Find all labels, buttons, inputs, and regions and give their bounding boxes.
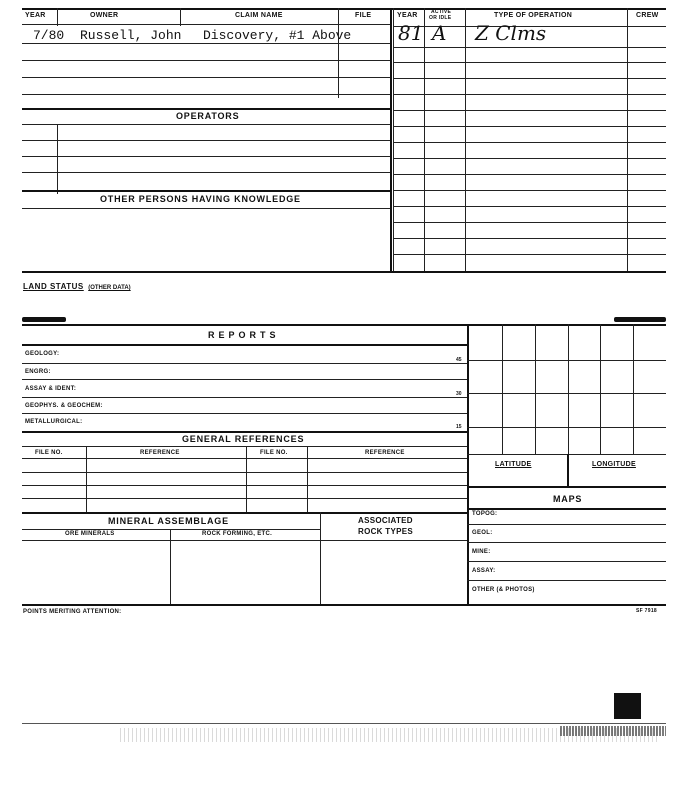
ink-smudge-left [22, 317, 66, 322]
ore-minerals-label: ORE MINERALS [65, 531, 115, 537]
claim-name-header: CLAIM NAME [235, 12, 283, 19]
gr-reference-1: REFERENCE [140, 450, 180, 456]
ops-active-value: A [432, 21, 447, 45]
maps-mine: MINE: [472, 549, 491, 555]
gr-reference-2: REFERENCE [365, 450, 405, 456]
report-label-engrg: ENGRG: [25, 369, 51, 375]
ops-crew-header: CREW [636, 12, 659, 19]
ops-type-value: Z Clms [475, 21, 547, 45]
maps-title: MAPS [553, 494, 583, 504]
general-references-title: GENERAL REFERENCES [182, 434, 305, 444]
report-label-metallurgical: METALLURGICAL: [25, 419, 83, 425]
longitude-label: LONGITUDE [592, 461, 636, 468]
mineral-assemblage-title: MINERAL ASSEMBLAGE [108, 516, 229, 526]
land-status-sub: (OTHER DATA) [88, 285, 131, 291]
assoc-rock-line1: ASSOCIATED [358, 516, 413, 525]
claim-file-header: FILE [355, 12, 372, 19]
operators-label: OPERATORS [176, 111, 240, 121]
reports-title: REPORTS [208, 330, 280, 340]
report-label-geology: GEOLOGY: [25, 351, 60, 357]
points-meriting-attention: POINTS MERITING ATTENTION: [23, 609, 122, 615]
claim-year-header: YEAR [25, 12, 46, 19]
scan-line [22, 723, 666, 724]
maps-assay: ASSAY: [472, 568, 496, 574]
claim-name-value: Discovery, #1 Above [203, 28, 352, 43]
report-label-assay: ASSAY & IDENT: [25, 386, 77, 392]
form-code: SF 7918 [636, 608, 658, 614]
scan-black-square [614, 693, 641, 719]
ops-idle-header: OR IDLE [429, 15, 452, 21]
gr-file-no-1: FILE NO. [35, 450, 63, 456]
land-status-heading [23, 276, 131, 294]
maps-topog: TOPOG: [472, 511, 498, 517]
latitude-label: LATITUDE [495, 461, 532, 468]
maps-geol: GEOL: [472, 530, 493, 536]
land-status-title: LAND STATUS [23, 282, 84, 291]
top-border [22, 8, 666, 10]
assoc-rock-line2: ROCK TYPES [358, 527, 414, 536]
ops-year-value: 81 [398, 21, 424, 45]
gr-file-no-2: FILE NO. [260, 450, 288, 456]
ops-active-header: ACTIVE [431, 9, 452, 15]
claim-owner-header: OWNER [90, 12, 119, 19]
report-num-assay: 30 [456, 391, 462, 397]
other-persons-label: OTHER PERSONS HAVING KNOWLEDGE [100, 194, 301, 204]
claim-year-value: 7/80 [33, 28, 65, 43]
ops-type-header: TYPE OF OPERATION [494, 12, 573, 19]
report-num-geology: 45 [456, 357, 462, 363]
maps-other: OTHER (& PHOTOS) [472, 587, 535, 593]
ink-smudge-right [614, 317, 666, 322]
rock-forming-label: ROCK FORMING, ETC. [202, 531, 273, 537]
scan-noise-dark [560, 726, 666, 736]
report-label-geophys: GEOPHYS. & GEOCHEM: [25, 403, 103, 409]
claim-owner-value: Russell, John [80, 28, 182, 43]
ops-year-header: YEAR [397, 12, 418, 19]
report-num-metallurgical: 15 [456, 424, 462, 430]
